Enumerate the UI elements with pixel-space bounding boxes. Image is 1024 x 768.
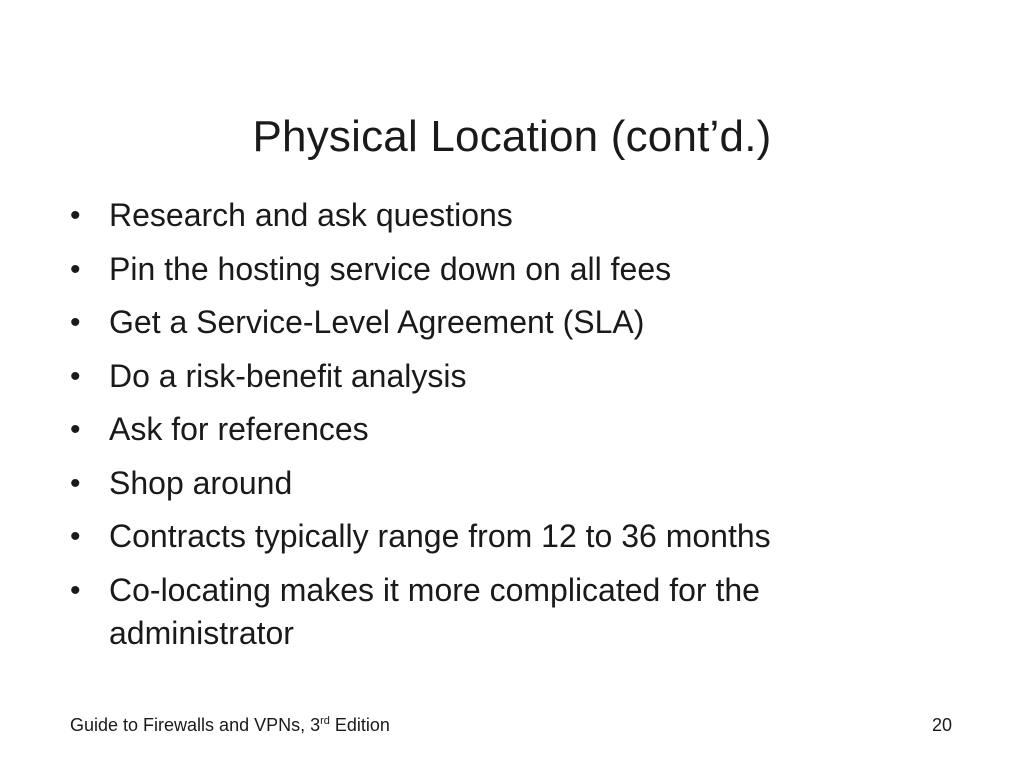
bullet-text: Do a risk-benefit analysis xyxy=(109,357,467,394)
bullet-text: Contracts typically range from 12 to 36 months xyxy=(109,518,771,554)
footer-edition-suffix: Edition xyxy=(329,715,390,735)
bullet-icon: • xyxy=(70,252,81,286)
bullet-item xyxy=(70,355,940,398)
bullet-item xyxy=(70,408,940,451)
bullet-text: Research and ask questions xyxy=(109,197,513,233)
bullet-icon: • xyxy=(70,466,81,500)
bullet-text: Ask for references xyxy=(109,411,369,447)
bullet-item xyxy=(70,194,940,237)
bullet-list xyxy=(70,194,940,665)
bullet-item xyxy=(70,301,940,344)
bullet-text: Pin the hosting service down on all fees xyxy=(109,250,672,287)
bullet-text: Co-locating makes it more complicated for the administrator xyxy=(109,571,760,651)
bullet-icon: • xyxy=(70,573,81,607)
bullet-item xyxy=(70,515,940,558)
bullet-item xyxy=(70,462,940,505)
footer-edition-superscript: rd xyxy=(320,715,330,727)
bullet-icon: • xyxy=(70,306,81,339)
bullet-icon: • xyxy=(70,359,81,393)
bullet-text: Shop around xyxy=(109,464,293,501)
bullet-item xyxy=(70,248,940,291)
bullet-icon: • xyxy=(70,413,81,446)
bullet-icon: • xyxy=(70,199,81,232)
bullet-item xyxy=(70,569,940,655)
bullet-icon: • xyxy=(70,520,81,553)
slide-title: Physical Location (cont’d.) xyxy=(252,112,772,162)
page-number: 20 xyxy=(931,715,952,735)
footer-title-prefix: Guide to Firewalls and VPNs, 3 xyxy=(70,715,321,735)
footer-book-title xyxy=(70,714,390,736)
bullet-text: Get a Service-Level Agreement (SLA) xyxy=(109,304,645,340)
